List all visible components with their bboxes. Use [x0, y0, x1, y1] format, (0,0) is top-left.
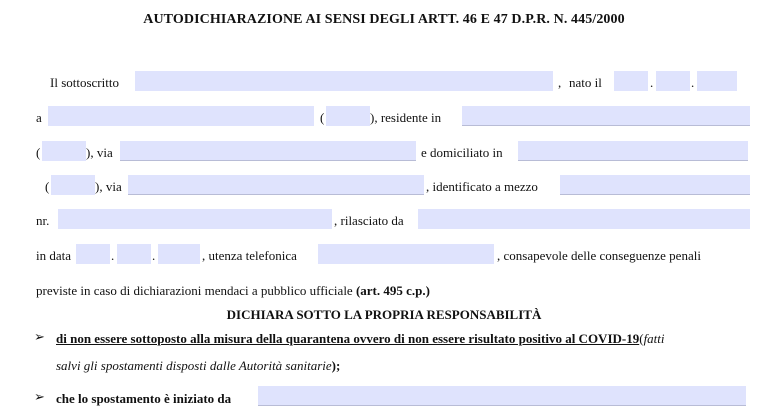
bullet1-close: );: [331, 358, 341, 373]
numero-documento-field[interactable]: [58, 209, 332, 229]
label-consapevole: , consapevole delle conseguenze penali: [497, 248, 701, 263]
luogo-nascita-field[interactable]: [48, 106, 314, 126]
documento-field[interactable]: [560, 175, 750, 195]
label-dot: .: [111, 248, 115, 263]
bullet1-main: di non essere sottoposto alla misura della quarantena ovvero di non essere risultato positivo al COVID-19: [56, 331, 640, 346]
label-sottoscritto: Il sottoscritto: [50, 75, 119, 90]
label-comma: ,: [558, 75, 562, 90]
label-paren: (: [320, 110, 325, 125]
bullet1-line2: [56, 358, 340, 374]
data-anno-field[interactable]: [158, 244, 200, 264]
domicilio-field[interactable]: [518, 141, 748, 161]
label-previste: previste in caso di dichiarazioni mendaci a pubblico ufficiale: [36, 283, 353, 298]
label-utenza: , utenza telefonica: [202, 248, 297, 263]
nato-giorno-field[interactable]: [614, 71, 648, 91]
label-domiciliato: e domiciliato in: [421, 145, 503, 160]
label-via: ), via: [86, 145, 113, 160]
label-dot: .: [650, 75, 654, 90]
label-nato-il: nato il: [569, 75, 602, 90]
nato-anno-field[interactable]: [697, 71, 737, 91]
label-rilasciato: , rilasciato da: [334, 213, 404, 228]
arrow-bullet-icon: ➢: [34, 330, 45, 345]
prov-domicilio-field[interactable]: [51, 175, 95, 195]
label-dot: .: [152, 248, 156, 263]
label-paren: (: [36, 145, 41, 160]
label-paren: (: [45, 179, 50, 194]
bullet1-salvi: salvi gli spostamenti disposti dalle Autorità sanitarie: [56, 358, 332, 373]
bullet1-fatti: fatti: [643, 331, 665, 346]
arrow-bullet-icon: ➢: [34, 390, 45, 405]
dichiara-heading: DICHIARA SOTTO LA PROPRIA RESPONSABILITÀ: [226, 307, 542, 322]
data-giorno-field[interactable]: [76, 244, 110, 264]
bullet1-line1: [56, 331, 665, 347]
inizio-spostamento-field[interactable]: [258, 386, 746, 406]
label-via: ), via: [95, 179, 122, 194]
previste-text: [36, 283, 430, 299]
nato-mese-field[interactable]: [656, 71, 690, 91]
prov-nascita-field[interactable]: [326, 106, 370, 126]
label-residente: ), residente in: [370, 110, 442, 125]
residenza-field[interactable]: [462, 106, 750, 126]
label-a: a: [36, 110, 42, 125]
via-domicilio-field[interactable]: [128, 175, 424, 195]
data-mese-field[interactable]: [117, 244, 151, 264]
nome-field[interactable]: [135, 71, 553, 91]
label-identificato: , identificato a mezzo: [426, 179, 538, 194]
label-in-data: in data: [36, 248, 72, 263]
bullet2-text: che lo spostamento è iniziato da: [56, 391, 232, 406]
document-title: AUTODICHIARAZIONE AI SENSI DEGLI ARTT. 46 E 47 D.P.R. N. 445/2000: [143, 12, 625, 27]
prov-residenza-field[interactable]: [42, 141, 86, 161]
telefono-field[interactable]: [318, 244, 494, 264]
via-residenza-field[interactable]: [120, 141, 416, 161]
label-nr: nr.: [36, 213, 50, 228]
label-art: (art. 495 c.p.): [355, 283, 430, 298]
bullet1-paren: (: [639, 331, 644, 346]
rilasciato-da-field[interactable]: [418, 209, 750, 229]
label-dot: .: [691, 75, 695, 90]
